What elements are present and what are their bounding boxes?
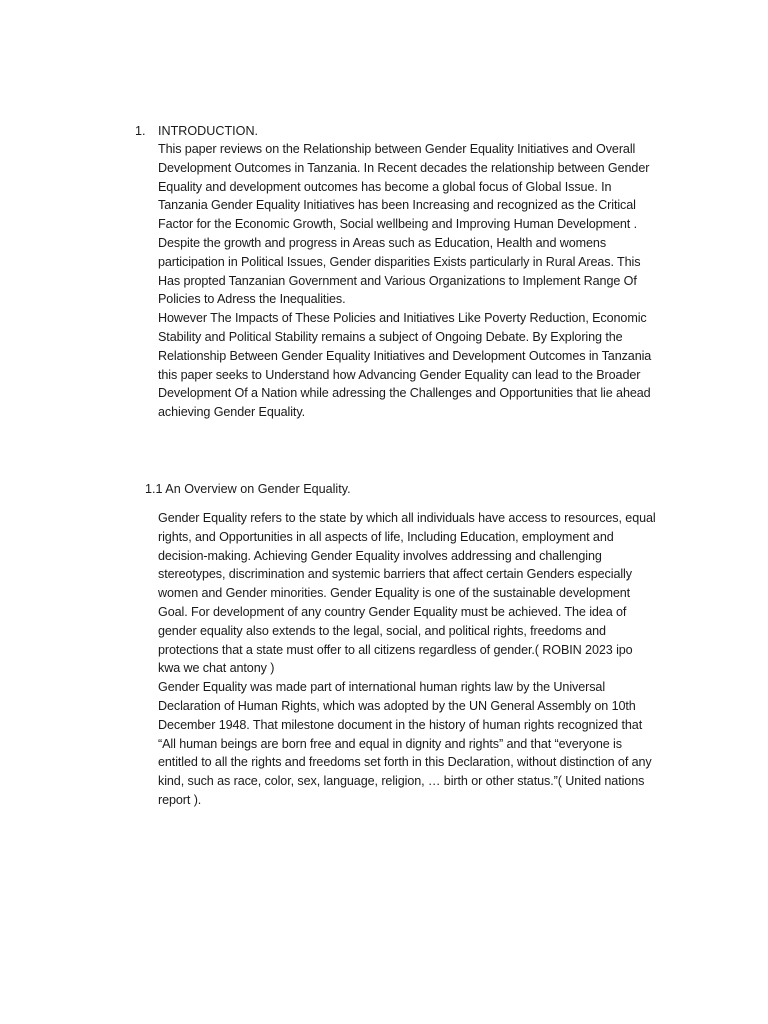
paragraph: This paper reviews on the Relationship between Gender Equality Initiatives and Overall Development Outcomes in Tanzania. In Recent decades the relationship between Gender Equality and development outcomes has become a global focus of Global Issue. In Tanzania Gender Equality Initiatives has been Increasing and recognized as the Critical Factor for the Economic Growth, Social wellbeing and Improving Human Development . Despite the growth and progress in Areas such as Education, Health and womens participation in Political Issues, Gender disparities Exists particularly in Rural Areas. This Has propted Tanzanian Government and Various Organizations to Implement Range Of Policies to Adress the Inequalities. xyxy=(158,142,650,307)
section-heading-introduction: INTRODUCTION. xyxy=(158,124,259,138)
section-number: 1. xyxy=(135,124,146,138)
introduction-body xyxy=(158,140,658,422)
paragraph: However The Impacts of These Policies and Initiatives Like Poverty Reduction, Economic Stability and Political Stability remains a subject of Ongoing Debate. By Exploring the Relationship Between Gender Equality Initiatives and Development Outcomes in Tanzania this paper seeks to Understand how Advancing Gender Equality can lead to the Broader Development Of a Nation while adressing the Challenges and Opportunities that lie ahead achieving Gender Equality. xyxy=(158,311,652,420)
paragraph: Gender Equality was made part of international human rights law by the Universal Declaration of Human Rights, which was adopted by the UN General Assembly on 10th December 1948. That milestone document in the history of human rights recognized that “All human beings are born free and equal in dignity and rights” and that “everyone is entitled to all the rights and freedoms set forth in this Declaration, without distinction of any kind, such as race, color, sex, language, religion, … birth or other status.”( United nations report ). xyxy=(158,680,652,807)
paragraph: Gender Equality refers to the state by which all individuals have access to resources, equal rights, and Opportunities in all aspects of life, Including Education, employment and decision-making. Achieving Gender Equality involves addressing and challenging stereotypes, discrimination and systemic barriers that affect certain Genders especially women and Gender minorities. Gender Equality is one of the sustainable development Goal. For development of any country Gender Equality must be achieved. The idea of gender equality also extends to the legal, social, and political rights, freedoms and protections that a state must offer to all citizens regardless of gender.( ROBIN 2023 ipo kwa we chat antony ) xyxy=(158,511,656,676)
subsection-heading-overview: 1.1 An Overview on Gender Equality. xyxy=(145,482,351,496)
overview-body xyxy=(158,509,658,810)
